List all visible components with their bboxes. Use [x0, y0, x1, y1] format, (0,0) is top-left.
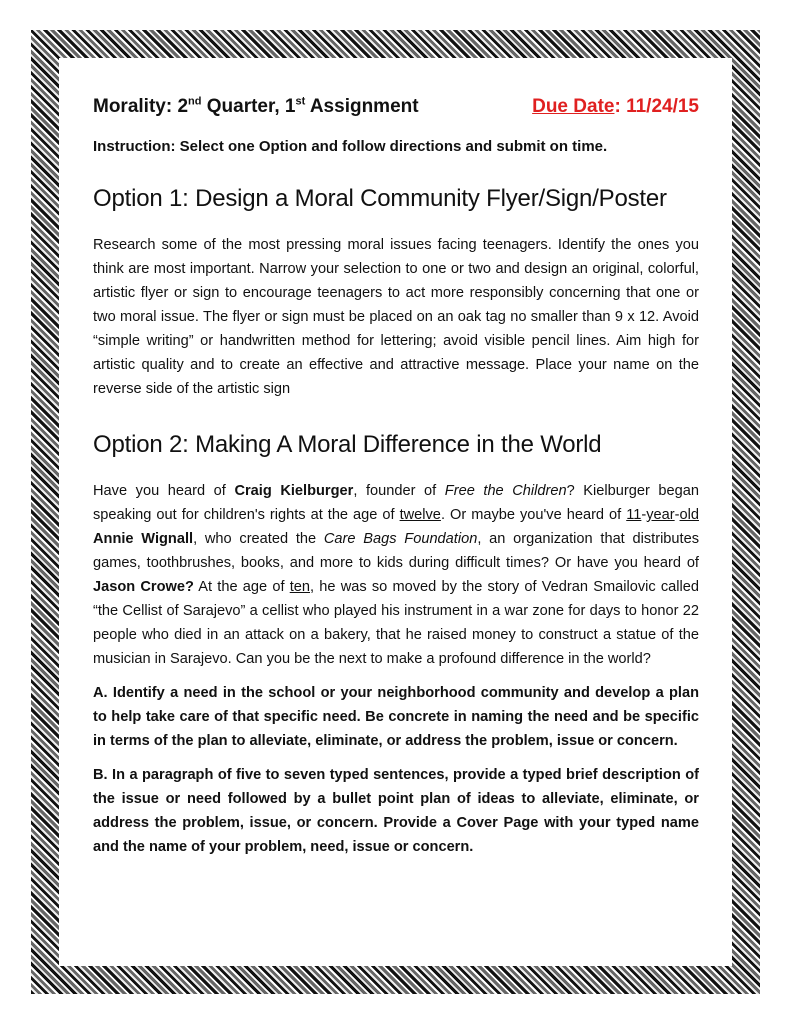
option1-heading: Option 1: Design a Moral Community Flyer/Sign/Poster	[93, 185, 667, 212]
document-content	[93, 96, 699, 859]
due-date-label: Due Date	[532, 96, 615, 117]
due-date	[532, 96, 699, 118]
option1-body: Research some of the most pressing moral issues facing teenagers. Identify the ones you think are most important. Narrow your selection to one or two and design an original, colorful, artistic flyer or sign to encourage teenagers to act more responsibly concerning that one or two moral issue. The flyer or sign must be placed on an oak tag no smaller than 9 x 12. Avoid “simple writing” or handwritten method for lettering; avoid visible pencil lines. Aim high for artistic quality and to create an effective and attractive message. Place your name on the reverse side of the artistic sign	[93, 237, 699, 397]
org-free-the-children: Free the Children	[444, 483, 567, 499]
assignment-title: Morality: 2nd Quarter, 1st Assignment	[93, 95, 419, 117]
option2-heading: Option 2: Making A Moral Difference in the World	[93, 431, 602, 458]
option2-intro: Have you heard of Craig Kielburger, founder of Free the Children? Kielburger began speaking out for children's rights at the age of twelve. Or maybe you've heard of 11-year-old Annie Wignall, who created the Care Bags Foundation, an organization that distributes games, toothbrushes, books, and more to kids during difficult times? Or have you heard of Jason Crowe? At the age of ten, he was so moved by the story of Vedran Smailovic called “the Cellist of Sarajevo” a cellist who played his instrument in a war zone for days to honor 22 people who died in an attack on a bakery, that he raised money to construct a statue of the musician in Sarajevo. Can you be the next to make a profound difference in the world?	[93, 483, 700, 667]
org-care-bags: Care Bags Foundation	[323, 531, 478, 547]
document-page	[59, 58, 732, 966]
header-line	[93, 96, 699, 118]
due-date-value: : 11/24/15	[614, 96, 699, 117]
name-annie: Annie Wignall	[93, 531, 194, 547]
instruction: Instruction: Select one Option and follow directions and submit on time.	[93, 138, 608, 155]
option2-part-a: A. Identify a need in the school or your neighborhood community and develop a plan to help take care of that specific need. Be concrete in naming the need and be specific in terms of the plan to alleviate, eliminate, or address the problem, issue or concern.	[93, 685, 699, 749]
name-craig: Craig Kielburger	[234, 483, 354, 499]
name-jason: Jason Crowe?	[93, 579, 194, 595]
option2-part-b: B. In a paragraph of five to seven typed sentences, provide a typed brief description of the issue or need followed by a bullet point plan of ideas to alleviate, eliminate, or address the problem, issue, or concern. Provide a Cover Page with your typed name and the name of your problem, need, issue or concern.	[93, 767, 699, 855]
